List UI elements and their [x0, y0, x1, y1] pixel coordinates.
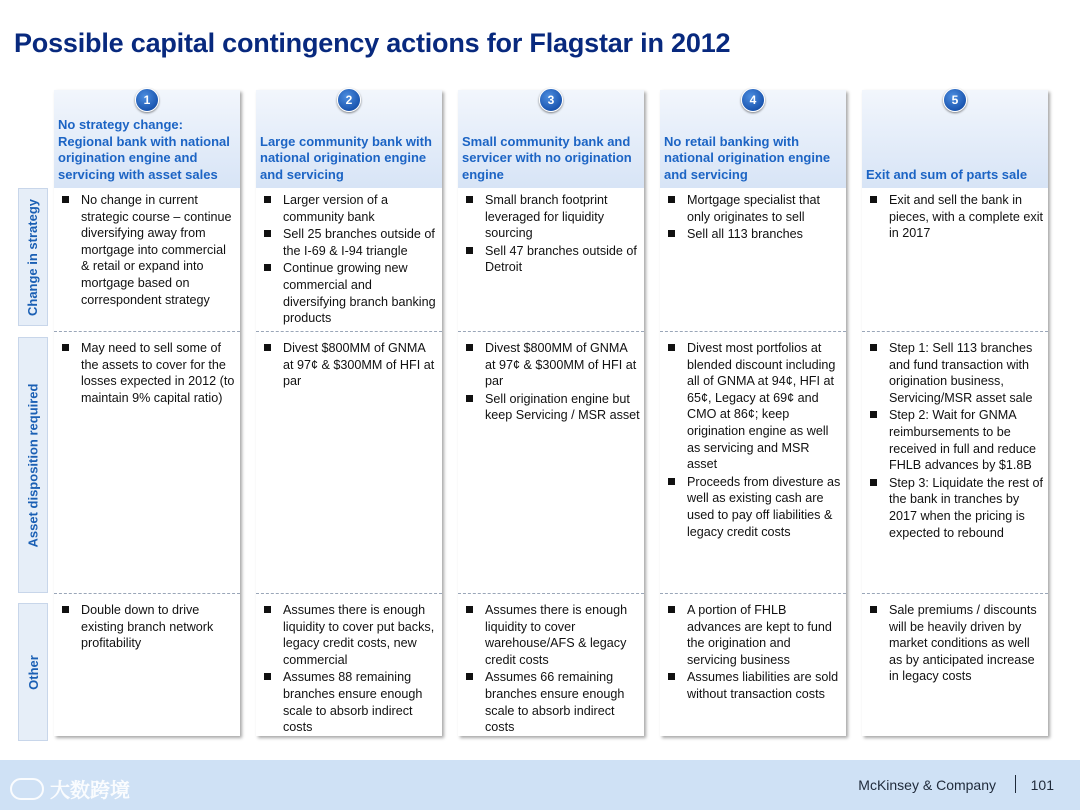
bullet-item: Divest most portfolios at blended discount including all of GNMA at 94¢, HFI at 65¢, Legacy at 69¢ and CMO at 86¢; keep origination engine as well as servicing and MSR asset	[665, 340, 842, 473]
row-label-other	[18, 603, 48, 741]
bullet-item: Step 2: Wait for GNMA reimbursements to be received in full and reduce FHLB advances by $1.8B	[867, 407, 1044, 473]
cell-asset-disposition	[660, 340, 846, 594]
bullet-item: Exit and sell the bank in pieces, with a complete exit in 2017	[867, 192, 1044, 242]
page-number: 101	[1030, 777, 1054, 793]
bullet-item: Step 1: Sell 113 branches and fund transaction with origination business, Servicing/MSR asset sale	[867, 340, 1044, 406]
watermark-text: 大数跨境	[50, 780, 130, 802]
bullet-item: Assumes 66 remaining branches ensure enough scale to absorb indirect costs	[463, 669, 640, 735]
cell-asset-disposition	[54, 340, 240, 594]
watermark	[10, 774, 130, 803]
cell-other	[54, 602, 240, 732]
bullet-item: Sell origination engine but keep Servicing / MSR asset	[463, 391, 640, 424]
bullet-item: Step 3: Liquidate the rest of the bank in tranches by 2017 when the pricing is expected to rebound	[867, 475, 1044, 541]
option-column-5	[862, 90, 1048, 736]
cell-asset-disposition	[256, 340, 442, 594]
bullet-item: No change in current strategic course – continue diversifying away from mortgage into commercial & retail or expand into mortgage based on correspondent strategy	[59, 192, 236, 308]
column-header-text: Large community bank with national origination engine and servicing	[260, 133, 432, 182]
company-name: McKinsey & Company	[858, 777, 996, 793]
bullet-item: Divest $800MM of GNMA at 97¢ & $300MM of HFI at par	[261, 340, 438, 390]
cell-change-in-strategy	[862, 192, 1048, 332]
option-column-1	[54, 90, 240, 736]
column-header	[862, 90, 1048, 188]
column-header-text: Small community bank and servicer with no origination engine	[462, 133, 632, 182]
cell-other	[862, 602, 1048, 732]
bullet-item: Assumes there is enough liquidity to cover warehouse/AFS & legacy credit costs	[463, 602, 640, 668]
bullet-item: Sell all 113 branches	[665, 226, 842, 243]
row-label-text: Other	[25, 654, 41, 690]
bullet-item: Mortgage specialist that only originates to sell	[665, 192, 842, 225]
bullet-item: Divest $800MM of GNMA at 97¢ & $300MM of HFI at par	[463, 340, 640, 390]
watermark-logo-icon	[10, 778, 44, 800]
number-badge: 3	[539, 88, 563, 112]
bullet-item: Sell 47 branches outside of Detroit	[463, 243, 640, 276]
option-column-3	[458, 90, 644, 736]
footer-bar	[0, 760, 1080, 810]
cell-other	[256, 602, 442, 735]
bullet-item: Proceeds from divesture as well as existing cash are used to pay off liabilities & legacy credit costs	[665, 474, 842, 540]
row-label-asset-disposition	[18, 337, 48, 593]
cell-change-in-strategy	[458, 192, 644, 332]
bullet-item: Assumes liabilities are sold without transaction costs	[665, 669, 842, 702]
column-header	[458, 90, 644, 188]
footer-divider	[1015, 775, 1017, 793]
row-label-text: Asset disposition required	[25, 383, 41, 547]
bullet-item: A portion of FHLB advances are kept to fund the origination and servicing business	[665, 602, 842, 668]
cell-change-in-strategy	[256, 192, 442, 332]
column-header-text: No retail banking with national origination engine and servicing	[664, 133, 831, 182]
column-header-text: Exit and sum of parts sale	[866, 166, 1028, 182]
bullet-item: May need to sell some of the assets to cover for the losses expected in 2012 (to maintain 9% capital ratio)	[59, 340, 236, 406]
number-badge: 5	[943, 88, 967, 112]
bullet-item: Continue growing new commercial and diversifying branch banking products	[261, 260, 438, 326]
bullet-item: Assumes 88 remaining branches ensure enough scale to absorb indirect costs	[261, 669, 438, 735]
cell-change-in-strategy	[660, 192, 846, 332]
column-header	[54, 90, 240, 188]
row-label-text: Change in strategy	[25, 198, 41, 316]
bullet-item: Assumes there is enough liquidity to cover put backs, legacy credit costs, new commercial	[261, 602, 438, 668]
row-label-change-in-strategy	[18, 188, 48, 326]
cell-change-in-strategy	[54, 192, 240, 332]
page-title: Possible capital contingency actions for Flagstar in 2012	[14, 28, 731, 58]
column-header-text: No strategy change: Regional bank with national origination engine and servicing with asset sales	[58, 117, 230, 182]
bullet-item: Sale premiums / discounts will be heavily driven by market conditions as well as by anticipated increase in legacy costs	[867, 602, 1044, 685]
number-badge: 2	[337, 88, 361, 112]
cell-other	[660, 602, 846, 732]
bullet-item: Double down to drive existing branch network profitability	[59, 602, 236, 652]
number-badge: 1	[135, 88, 159, 112]
bullet-item: Small branch footprint leveraged for liquidity sourcing	[463, 192, 640, 242]
option-column-4	[660, 90, 846, 736]
column-header	[256, 90, 442, 188]
cell-asset-disposition	[862, 340, 1048, 594]
bullet-item: Larger version of a community bank	[261, 192, 438, 225]
number-badge: 4	[741, 88, 765, 112]
column-header	[660, 90, 846, 188]
cell-asset-disposition	[458, 340, 644, 594]
cell-other	[458, 602, 644, 735]
bullet-item: Sell 25 branches outside of the I-69 & I-94 triangle	[261, 226, 438, 259]
option-column-2	[256, 90, 442, 736]
